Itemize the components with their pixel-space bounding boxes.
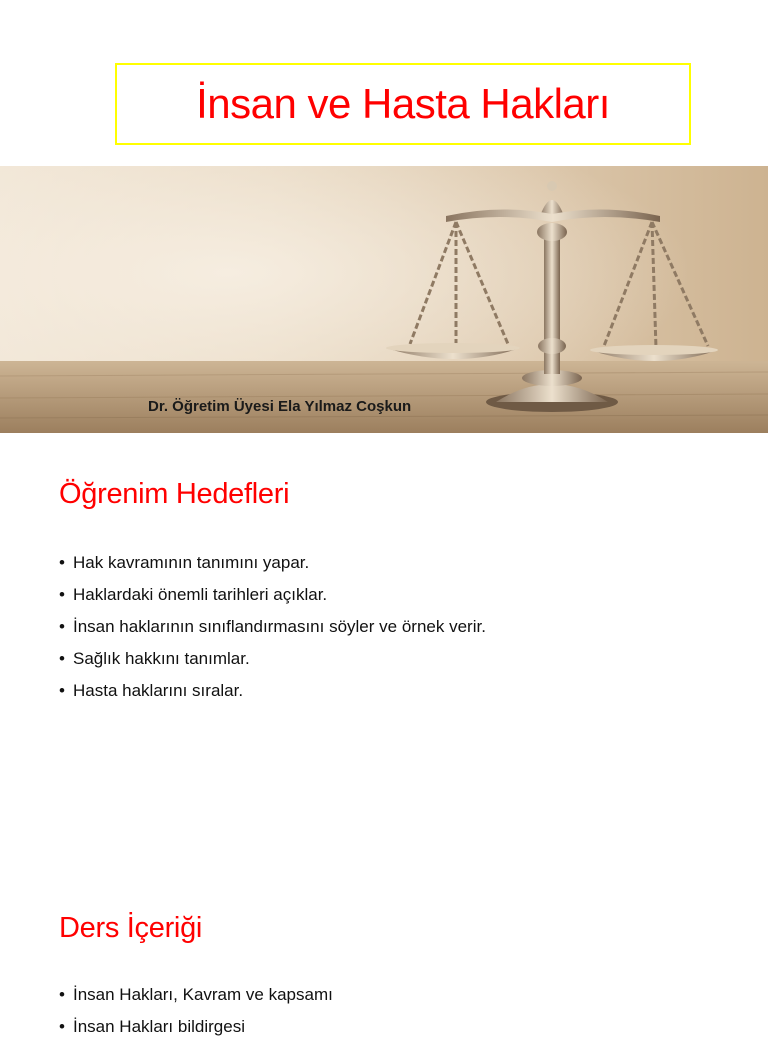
bullet-icon: • [59,1017,65,1036]
list-item: • İnsan Hakları, Kavram ve kapsamı [59,979,333,1011]
author-name: Dr. Öğretim Üyesi Ela Yılmaz Coşkun [148,398,412,415]
page-title: İnsan ve Hasta Hakları [196,80,610,127]
bullet-icon: • [59,617,65,636]
list-item: • Hasta haklarını sıralar. [59,675,486,707]
list-item: • İnsan haklarının sınıflandırmasını söyler ve örnek verir. [59,611,486,643]
list-item: • Sağlık hakkını tanımlar. [59,643,486,675]
objectives-heading: Öğrenim Hedefleri [59,478,290,510]
title-box [115,63,691,145]
contents-list [59,979,333,1043]
list-item: • Haklardaki önemli tarihleri açıklar. [59,579,486,611]
contents-heading: Ders İçeriği [59,912,203,944]
bullet-icon: • [59,649,65,668]
banner-image [0,166,768,433]
list-item: • İnsan Hakları bildirgesi [59,1011,333,1043]
bullet-icon: • [59,585,65,604]
objectives-list [59,547,486,707]
list-item: • Hak kavramının tanımını yapar. [59,547,486,579]
bullet-icon: • [59,553,65,572]
bullet-icon: • [59,681,65,700]
bullet-icon: • [59,985,65,1004]
scales-of-justice-icon [0,166,768,433]
